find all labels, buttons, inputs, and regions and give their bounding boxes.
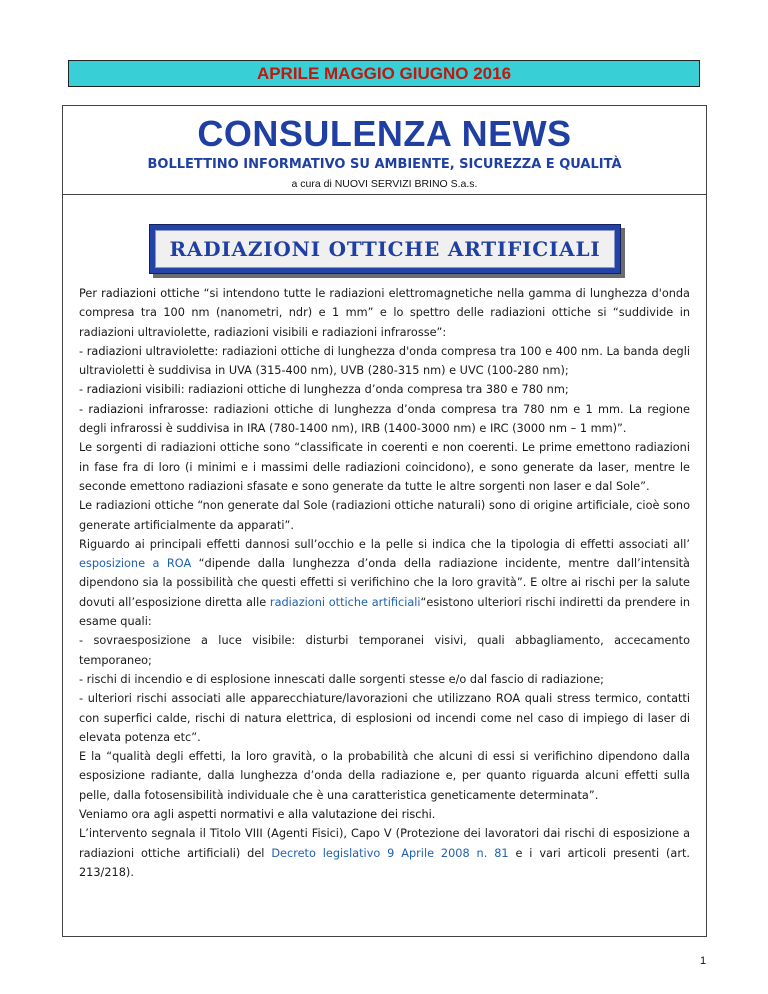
link-esposizione-roa[interactable]: esposizione a ROA xyxy=(79,557,192,571)
text: . Le prime emettono radiazioni in fase fra di loro (i minimi e i massimi delle radiazioni coincidono), e sono generate da laser, mentre le seconde emettono radiazioni sfasate e sono generate da tutte le altre sorgenti non laser e dal Sole”. xyxy=(79,441,690,493)
newsletter-frame xyxy=(62,105,707,937)
text: “esistono ulteriori rischi indiretti da prendere in esame quali: xyxy=(79,595,691,629)
paragraph xyxy=(79,284,690,342)
article-title-box xyxy=(149,224,621,274)
page-number: 1 xyxy=(700,955,707,967)
paragraph xyxy=(79,438,690,496)
text: “si intendono tutte le radiazioni elettromagnetiche nella gamma di lunghezza d'onda compresa tra 100 nm (nanometri, ndr) e 1 mm” e lo spettro delle radiazioni ottiche si “suddivide in radiazioni ultraviolette, radiazioni visibili e radiazioni infrarosse”: xyxy=(79,287,690,339)
article-body xyxy=(79,284,690,882)
text: : radiazioni ottiche di lunghezza d’onda compresa tra 780 nm e 1 mm. La regione degli infrarossi è suddivisa in IRA (780-1400 nm), IRB (1400-3000 nm) e IRC (3000 nm – 1 mm)”. xyxy=(79,402,691,436)
term-radiazioni-ottiche: radiazioni ottiche xyxy=(101,287,200,300)
paragraph xyxy=(79,824,690,882)
text: - xyxy=(79,344,87,358)
text: Riguardo ai principali effetti dannosi sull’occhio e la pelle si indica che la tipologia di effetti associati all’ xyxy=(79,537,690,551)
term-coerenti: coerenti xyxy=(381,441,428,455)
text: Le sorgenti di radiazioni ottiche sono “classificate in xyxy=(79,441,382,455)
article-title: RADIAZIONI OTTICHE ARTIFICIALI xyxy=(155,230,615,268)
text: e alla xyxy=(273,808,312,822)
paragraph xyxy=(79,400,690,439)
text: e i vari articoli presenti (art. 213/218). xyxy=(79,846,691,879)
paragraph: - ulteriori rischi associati alle apparecchiature/lavorazioni che utilizzano ROA quali stress termico, contatti con superfici calde, rischi di natura elettrica, di esplosioni od incendi come nel caso di impiego di laser di elevata potenza etc”. xyxy=(79,692,690,744)
link-decreto-legislativo[interactable]: Decreto legislativo 9 Aprile 2008 n. 81 xyxy=(271,846,509,860)
issue-date-banner: APRILE MAGGIO GIUGNO 2016 xyxy=(68,60,700,87)
text: . xyxy=(431,808,436,822)
paragraph: - rischi di incendio e di esplosione innescati dalle sorgenti stesse e/o dal fascio di radiazione; xyxy=(79,672,604,686)
paragraph xyxy=(79,342,690,381)
newsletter-credit: a cura di NUOVI SERVIZI BRINO S.a.s. xyxy=(291,178,478,190)
text: Per xyxy=(79,287,102,300)
paragraph: - sovraesposizione a luce visibile: disturbi temporanei visivi, quali abbagliamento, accecamento temporaneo; xyxy=(79,634,690,667)
newsletter-subtitle: BOLLETTINO INFORMATIVO SU AMBIENTE, SICUREZZA E QUALITÀ xyxy=(147,157,622,172)
term-infrarosse: radiazioni infrarosse xyxy=(88,402,205,416)
term-aspetti-normativi: aspetti normativi xyxy=(177,808,274,822)
text: L’intervento segnala il Titolo VIII (Agenti Fisici), Capo V (Protezione dei lavoratori dai rischi di esposizione a radiazioni ottiche artificiali) del xyxy=(79,827,690,860)
newsletter-title: CONSULENZA NEWS xyxy=(197,113,572,154)
term-visibili: radiazioni visibili xyxy=(86,383,181,397)
text: - xyxy=(79,383,87,397)
term-ultraviolette: radiazioni ultraviolette xyxy=(86,344,215,358)
text: Veniamo ora agli xyxy=(79,808,178,822)
term-non-coerenti: non coerenti xyxy=(442,441,515,455)
text: e xyxy=(427,441,443,455)
newsletter-header xyxy=(63,106,706,195)
paragraph xyxy=(79,805,690,824)
text: : radiazioni ottiche di lunghezza d'onda compresa tra 100 e 400 nm. La banda degli ultravioletti è suddivisa in UVA (315-400 nm), UVB (280-315 nm) e UVC (100-280 nm); xyxy=(79,344,690,378)
paragraph xyxy=(79,380,690,399)
text: - xyxy=(79,402,89,416)
text: “dipende dalla lunghezza d’onda della radiazione incidente, mentre dall’intensità dipendono sia la possibilità che questi effetti si verifichino che la loro gravità”. E oltre ai rischi per la salute dovuti all’esposizione diretta alle xyxy=(79,557,690,609)
text: : radiazioni ottiche di lunghezza d’onda compresa tra 380 e 780 nm; xyxy=(180,383,569,397)
paragraph: E la “qualità degli effetti, la loro gravità, o la probabilità che alcuni di essi si verifichino dipendono dalla esposizione radiante, dalla lunghezza d’onda della radiazione e, per quanto riguarda alcuni effetti sulla pelle, dalla fotosensibilità individuale che è una caratteristica geneticamente determinata”. xyxy=(79,750,690,802)
term-valutazione-rischi: valutazione dei rischi xyxy=(311,808,432,822)
paragraph xyxy=(79,535,690,631)
link-radiazioni-ottiche-artificiali[interactable]: radiazioni ottiche artificiali xyxy=(269,595,421,609)
paragraph: Le radiazioni ottiche “non generate dal Sole (radiazioni ottiche naturali) sono di origine artificiale, cioè sono generate artificialmente da apparati”. xyxy=(79,499,690,532)
